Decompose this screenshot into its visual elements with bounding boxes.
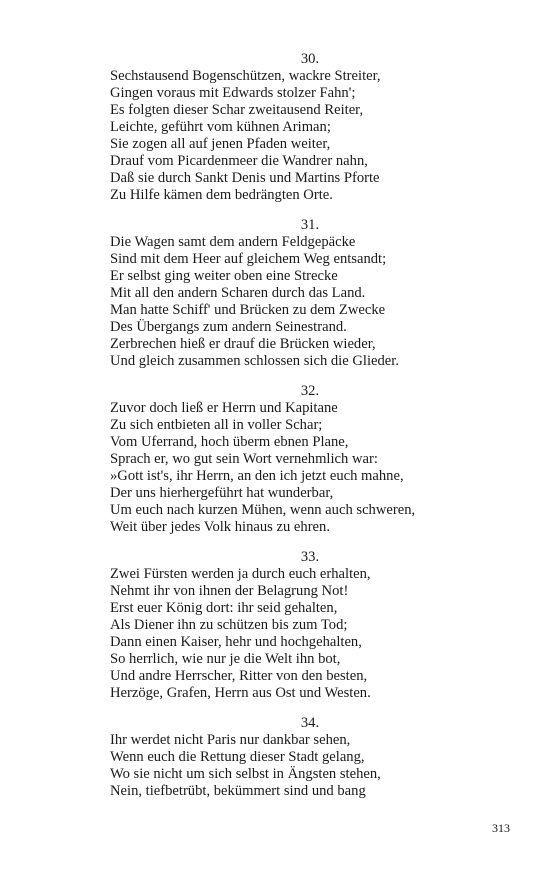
verse-line: Um euch nach kurzen Mühen, wenn auch schweren, [110,502,416,518]
stanza-31 [110,217,510,370]
verse-line: Nehmt ihr von ihnen der Belagrung Not! [110,583,349,599]
verse-line: Es folgten dieser Schar zweitausend Reiter, [110,102,364,118]
verse-line: Erst euer König dort: ihr seid gehalten, [110,600,338,616]
stanza-number: 31. [300,217,320,233]
verse-line: Sechstausend Bogenschützen, wackre Streiter, [110,68,381,84]
verse-line: Zu sich entbieten all in voller Schar; [110,417,323,433]
verse-line: Vom Uferrand, hoch überm ebnen Plane, [110,434,349,450]
stanza-30 [110,51,510,204]
verse-line: Zwei Fürsten werden ja durch euch erhalten, [110,566,371,582]
verse-line: Er selbst ging weiter oben eine Strecke [110,268,338,284]
verse-line: Sprach er, wo gut sein Wort vernehmlich war: [110,451,378,467]
verse-line: Zu Hilfe kämen dem bedrängten Orte. [110,187,333,203]
stanza-33 [110,549,510,702]
verse-line: Daß sie durch Sankt Denis und Martins Pforte [110,170,380,186]
stanza-number: 33. [300,549,320,565]
verse-line: Zuvor doch ließ er Herrn und Kapitane [110,400,338,416]
stanza-32 [110,383,510,536]
stanza-number: 34. [300,715,320,731]
verse-line: Nein, tiefbetrübt, bekümmert sind und bang [110,783,366,799]
verse-line: Wo sie nicht um sich selbst in Ängsten stehen, [110,766,381,782]
verse-line: Dann einen Kaiser, hehr und hochgehalten, [110,634,362,650]
verse-line: Leichte, geführt vom kühnen Ariman; [110,119,331,135]
verse-line: Sie zogen all auf jenen Pfaden weiter, [110,136,331,152]
stanza-number: 30. [300,51,320,67]
verse-line: Weit über jedes Volk hinaus zu ehren. [110,519,330,535]
poem-text [110,51,510,813]
verse-line: Ihr werdet nicht Paris nur dankbar sehen, [110,732,351,748]
verse-line: Zerbrechen hieß er drauf die Brücken wieder, [110,336,376,352]
stanza-34 [110,715,510,800]
verse-line: Mit all den andern Scharen durch das Land. [110,285,366,301]
verse-line: Die Wagen samt dem andern Feldgepäcke [110,234,356,250]
verse-line: Des Übergangs zum andern Seinestrand. [110,319,347,335]
verse-line: »Gott ist's, ihr Herrn, an den ich jetzt euch mahne, [110,468,404,484]
page-number: 313 [492,821,510,835]
verse-line: Gingen voraus mit Edwards stolzer Fahn'; [110,85,356,101]
verse-line: Drauf vom Picardenmeer die Wandrer nahn, [110,153,368,169]
stanza-number: 32. [300,383,320,399]
verse-line: Als Diener ihn zu schützen bis zum Tod; [110,617,348,633]
verse-line: Sind mit dem Heer auf gleichem Weg entsandt; [110,251,387,267]
verse-line: Man hatte Schiff' und Brücken zu dem Zwecke [110,302,386,318]
verse-line: Der uns hierhergeführt hat wunderbar, [110,485,334,501]
verse-line: Wenn euch die Rettung dieser Stadt gelang, [110,749,365,765]
verse-line: So herrlich, wie nur je die Welt ihn bot, [110,651,341,667]
verse-line: Und gleich zusammen schlossen sich die Glieder. [110,353,399,369]
verse-line: Herzöge, Grafen, Herrn aus Ost und Westen. [110,685,371,701]
verse-line: Und andre Herrscher, Ritter von den besten, [110,668,368,684]
